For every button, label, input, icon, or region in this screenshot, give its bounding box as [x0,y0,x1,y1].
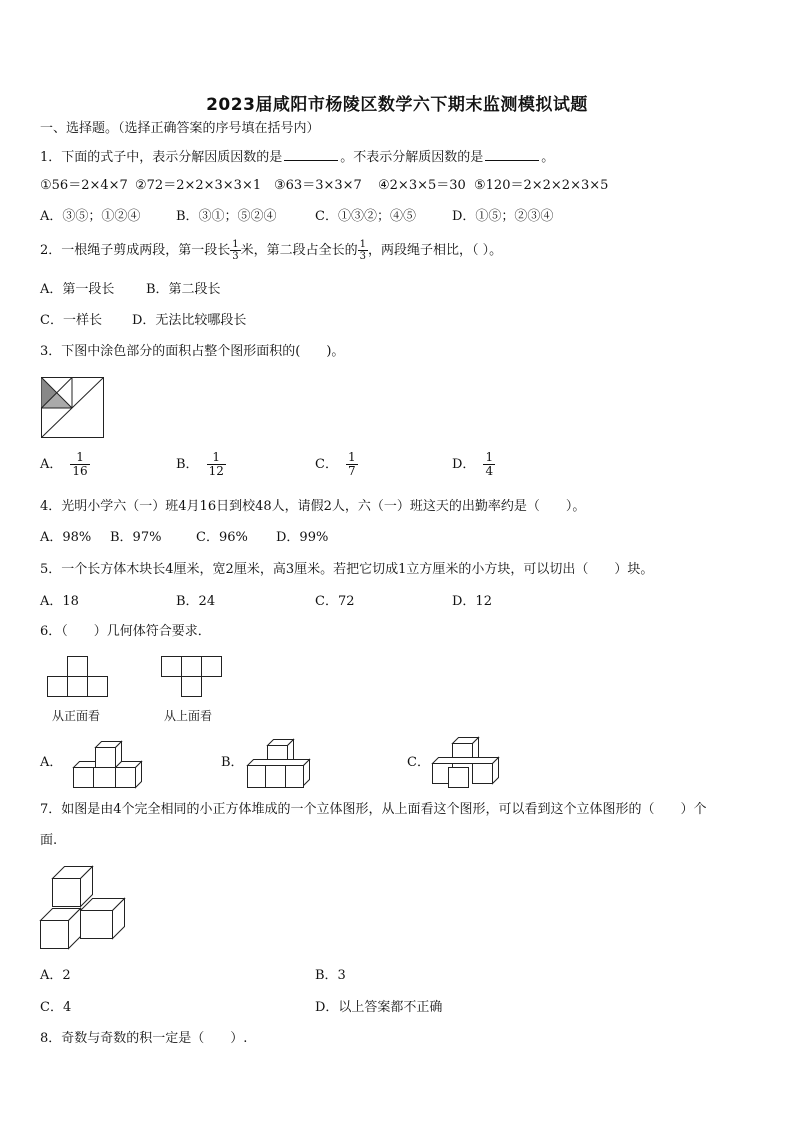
top-view-figure [161,656,223,698]
answer-blank-1[interactable] [284,148,338,161]
question-1 [40,148,554,166]
q2-fraction-2: $\frac{1}{3}$ [359,239,367,262]
question-4: 4．光明小学六（一）班4月16日到校48人，请假2人，六（一）班这天的出勤率约是（ ）。 [40,499,586,514]
q1-end: 。 [541,150,555,165]
q6-option-c-solid[interactable] [432,737,500,789]
front-view-caption: 从正面看 [52,709,101,723]
q6-option-a-solid[interactable] [73,741,143,789]
q7-option-c[interactable]: C．4 [40,1000,72,1015]
q3-option-b[interactable]: B． $\frac{1}{12}$ [176,450,224,478]
answer-blank-2[interactable] [485,148,539,161]
q2-text-c: ，两段绳子相比，（ ）。 [368,243,503,258]
q7-option-d[interactable]: D．以上答案都不正确 [315,1000,443,1015]
q3-option-a[interactable]: A． $\frac{1}{16}$ [40,450,88,478]
q4-option-c[interactable]: C．96% [196,530,248,545]
question-8: 8．奇数与奇数的积一定是（ ）. [40,1031,248,1046]
page-title: 2023届咸阳市杨陵区数学六下期末监测模拟试题 [206,95,588,115]
q2-text-b: 米，第二段占全长的 [240,243,358,258]
question-6: 6．（ ）几何体符合要求． [40,624,211,639]
top-view-caption: 从上面看 [164,709,213,723]
q4-option-a[interactable]: A．98% [40,530,92,545]
question-7-line-1: 7．如图是由4个完全相同的小正方体堆成的一个立体图形，从上面看这个图形，可以看到这个立体图形的（ ）个 [40,802,707,817]
q4-option-d[interactable]: D．99% [276,530,329,545]
q5-option-c[interactable]: C．72 [315,594,355,609]
q1-item-2: ②72＝2×2×3×3×1 [135,178,262,193]
q7-option-b[interactable]: B．3 [315,968,346,983]
q1-mid: 。不表示分解质因数的是 [340,150,484,165]
q1-item-1: ①56＝2×4×7 [40,178,128,193]
q1-item-3: ③63＝3×3×7 [274,178,362,193]
q6-option-a-label[interactable]: A． [40,755,63,770]
q6-option-c-label[interactable]: C． [407,755,430,770]
q2-fraction-1: $\frac{1}{3}$ [232,239,239,262]
q5-option-b[interactable]: B．24 [176,594,216,609]
q6-option-b-label[interactable]: B． [221,755,244,770]
q3-option-d[interactable]: D． $\frac{1}{4}$ [452,450,494,478]
question-7-line-2: 面. [40,833,58,848]
q1-option-c[interactable]: C．①③②；④⑤ [315,209,416,224]
q3-option-c[interactable]: C． $\frac{1}{7}$ [315,450,356,478]
q6-option-b-solid[interactable] [247,739,311,789]
question-2 [40,237,502,265]
q2-text-a: 2．一根绳子剪成两段，第一段长 [40,243,231,258]
section-heading: 一、选择题。（选择正确答案的序号填在括号内） [40,121,320,136]
q1-item-4: ④2×3×5＝30 [378,178,466,193]
q2-option-c[interactable]: C．一样长 [40,313,102,328]
q1-option-a[interactable]: A．③⑤；①②④ [40,209,141,224]
q4-option-b[interactable]: B．97% [110,530,162,545]
q1-prefix: 1．下面的式子中，表示分解因质因数的是 [40,150,283,165]
q2-option-d[interactable]: D．无法比较哪段长 [132,313,247,328]
q5-option-a[interactable]: A．18 [40,594,79,609]
front-view-figure [47,656,109,698]
q1-option-b[interactable]: B．③①；⑤②④ [176,209,277,224]
q5-option-d[interactable]: D．12 [452,594,492,609]
q2-option-a[interactable]: A．第一段长 [40,282,115,297]
q7-option-a[interactable]: A．2 [40,968,71,983]
q7-cube-stack-figure [40,866,126,952]
question-5: 5．一个长方体木块长4厘米，宽2厘米，高3厘米。若把它切成1立方厘米的小方块，可以切出（ ）块。 [40,562,654,577]
q1-item-5: ⑤120＝2×2×2×3×5 [474,178,609,193]
square-shaded-figure [41,377,105,439]
question-3: 3．下图中涂色部分的面积占整个图形面积的( )。 [40,344,345,359]
q2-option-b[interactable]: B．第二段长 [146,282,221,297]
q1-option-d[interactable]: D．①⑤；②③④ [452,209,554,224]
